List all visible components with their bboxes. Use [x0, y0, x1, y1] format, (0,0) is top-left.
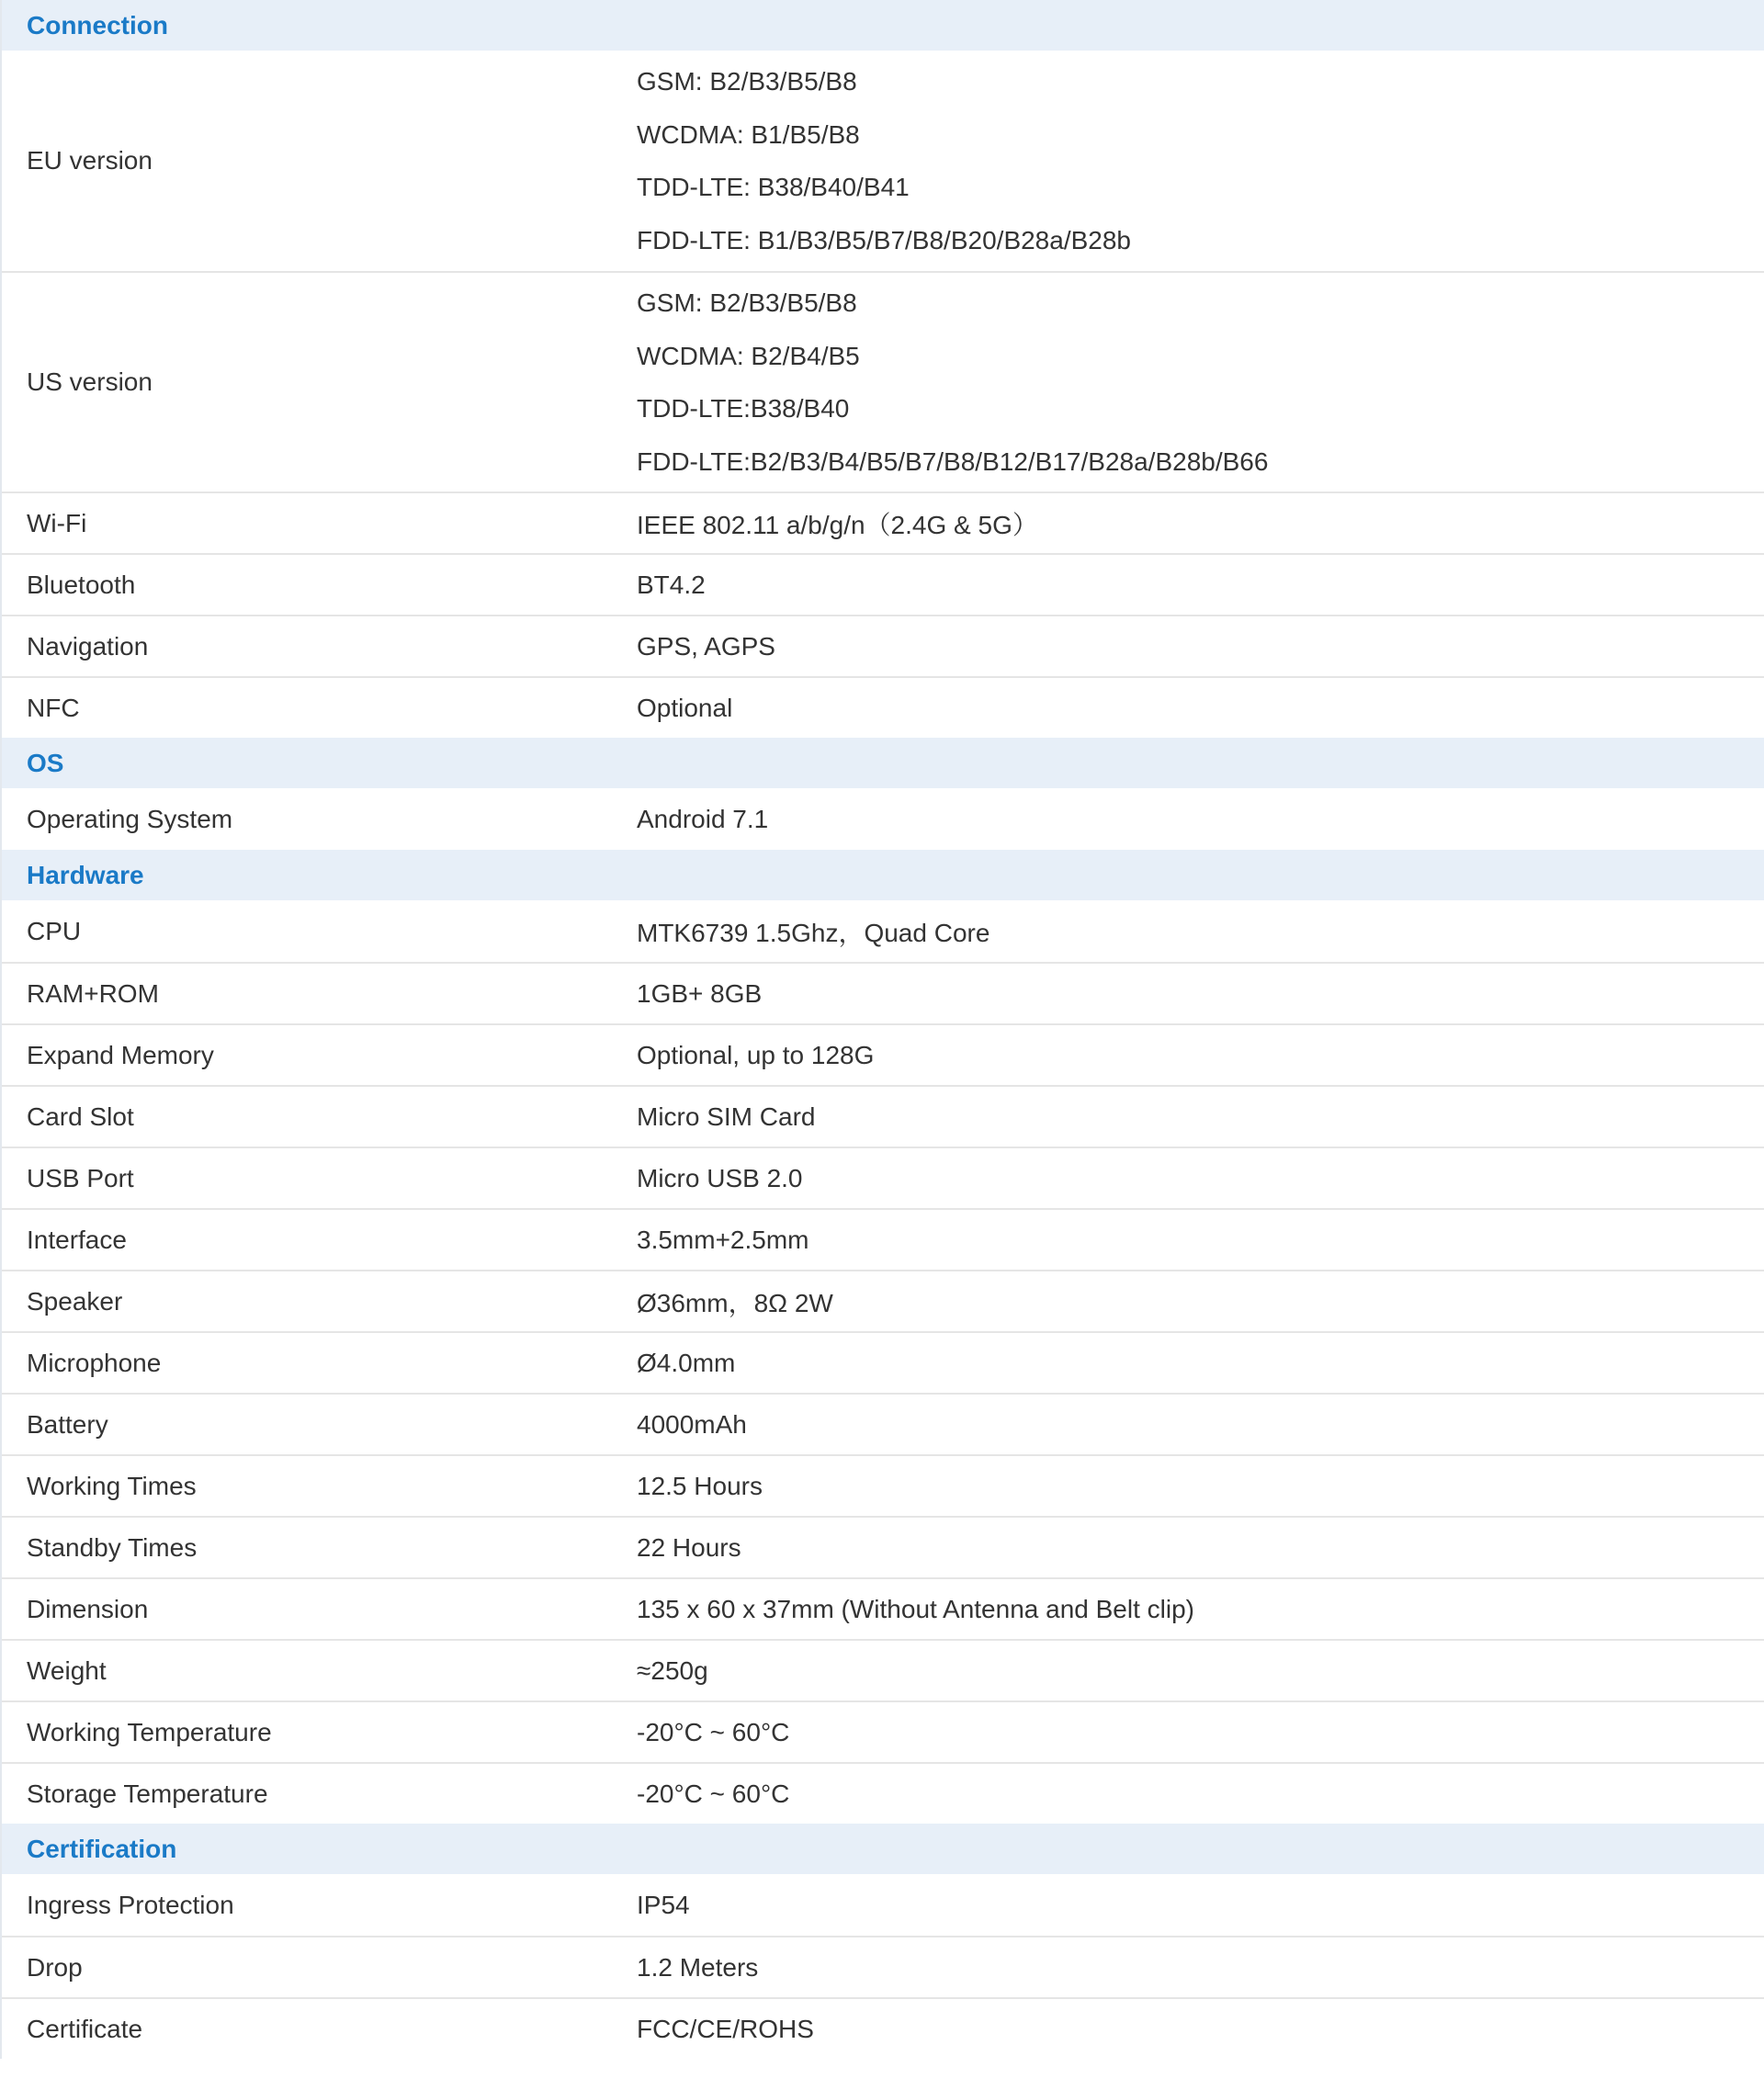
spec-value [637, 51, 1764, 271]
spec-value-line: TDD-LTE: B38/B40/B41 [637, 173, 910, 201]
spec-label: Working Temperature [27, 1717, 272, 1746]
spec-row-interface [2, 1208, 1764, 1270]
spec-value-line: GSM: B2/B3/B5/B8 [637, 67, 857, 96]
spec-row-working-temperature [2, 1700, 1764, 1762]
spec-row-navigation [2, 615, 1764, 676]
spec-label: EU version [27, 146, 153, 175]
spec-value-line: GSM: B2/B3/B5/B8 [637, 288, 857, 317]
spec-value: 22 Hours [637, 1532, 741, 1562]
spec-label: Interface [27, 1225, 127, 1254]
spec-label: Standby Times [27, 1532, 198, 1562]
spec-value: -20°C ~ 60°C [637, 1717, 790, 1746]
spec-row-battery [2, 1393, 1764, 1454]
spec-value-line: TDD-LTE:B38/B40 [637, 394, 850, 423]
spec-label: Wi-Fi [27, 508, 87, 537]
spec-label: Bluetooth [27, 570, 136, 599]
spec-value: 1.2 Meters [637, 1952, 759, 1982]
spec-row-working-times [2, 1454, 1764, 1516]
spec-row-cpu [2, 900, 1764, 962]
spec-label: Storage Temperature [27, 1779, 268, 1808]
spec-value: GPS, AGPS [637, 631, 775, 661]
spec-value: Ø36mm，8Ω 2W [637, 1288, 833, 1317]
section-header-certification [2, 1824, 1764, 1874]
section-title: Connection [27, 10, 168, 40]
spec-row-ingress-protection [2, 1874, 1764, 1936]
spec-label: Certificate [27, 2014, 143, 2043]
spec-label: Ingress Protection [27, 1890, 234, 1919]
spec-row-speaker [2, 1270, 1764, 1331]
spec-value: MTK6739 1.5Ghz，Quad Core [637, 918, 990, 947]
spec-value-line: FDD-LTE:B2/B3/B4/B5/B7/B8/B12/B17/B28a/B28b/B66 [637, 446, 1269, 476]
spec-row-microphone [2, 1331, 1764, 1393]
spec-row-standby-times [2, 1516, 1764, 1577]
spec-label: NFC [27, 693, 80, 722]
spec-label: Speaker [27, 1286, 123, 1316]
spec-row-us-version [2, 271, 1764, 491]
spec-row-certificate [2, 1997, 1764, 2059]
spec-row-storage-temperature [2, 1762, 1764, 1824]
spec-row-weight [2, 1639, 1764, 1700]
spec-value: ≈250g [637, 1655, 708, 1685]
spec-label: Expand Memory [27, 1040, 214, 1069]
spec-value: Android 7.1 [637, 804, 769, 833]
spec-value: Ø4.0mm [637, 1348, 736, 1377]
spec-value: -20°C ~ 60°C [637, 1779, 790, 1808]
spec-label: Operating System [27, 804, 233, 833]
spec-value: Optional, up to 128G [637, 1040, 875, 1069]
spec-row-nfc [2, 676, 1764, 738]
spec-row-dimension [2, 1577, 1764, 1639]
spec-label: Drop [27, 1952, 83, 1982]
spec-label: RAM+ROM [27, 978, 159, 1008]
spec-value: FCC/CE/ROHS [637, 2014, 814, 2043]
spec-label: Dimension [27, 1594, 149, 1623]
section-header-os [2, 738, 1764, 788]
spec-value [637, 273, 1764, 491]
spec-value-line: WCDMA: B2/B4/B5 [637, 341, 860, 370]
spec-value: Micro SIM Card [637, 1101, 816, 1131]
spec-label: Working Times [27, 1471, 197, 1500]
spec-label: Battery [27, 1409, 108, 1439]
spec-row-operating-system [2, 788, 1764, 850]
section-title: OS [27, 748, 64, 777]
section-title: Certification [27, 1834, 177, 1863]
spec-value: 3.5mm+2.5mm [637, 1225, 809, 1254]
spec-value: 1GB+ 8GB [637, 978, 763, 1008]
spec-value-line: FDD-LTE: B1/B3/B5/B7/B8/B20/B28a/B28b [637, 225, 1132, 254]
spec-label: Weight [27, 1655, 107, 1685]
spec-value-line: WCDMA: B1/B5/B8 [637, 119, 860, 149]
spec-value: IEEE 802.11 a/b/g/n（2.4G & 5G） [637, 510, 1038, 539]
spec-value: Optional [637, 693, 733, 722]
section-header-connection [2, 0, 1764, 51]
spec-row-drop [2, 1936, 1764, 1997]
spec-label: Microphone [27, 1348, 162, 1377]
spec-value: Micro USB 2.0 [637, 1163, 803, 1192]
section-title: Hardware [27, 860, 144, 889]
spec-value: 12.5 Hours [637, 1471, 763, 1500]
spec-row-ram-rom [2, 962, 1764, 1023]
spec-value: BT4.2 [637, 570, 706, 599]
spec-row-eu-version [2, 51, 1764, 271]
spec-row-wifi [2, 491, 1764, 553]
spec-row-bluetooth [2, 553, 1764, 615]
spec-row-card-slot [2, 1085, 1764, 1147]
spec-row-usb-port [2, 1147, 1764, 1208]
spec-label: Navigation [27, 631, 149, 661]
spec-row-expand-memory [2, 1023, 1764, 1085]
spec-label: Card Slot [27, 1101, 134, 1131]
spec-label: CPU [27, 916, 82, 945]
spec-value: IP54 [637, 1890, 690, 1919]
spec-value: 4000mAh [637, 1409, 747, 1439]
section-header-hardware [2, 850, 1764, 900]
spec-label: USB Port [27, 1163, 134, 1192]
spec-label: US version [27, 367, 153, 396]
spec-value: 135 x 60 x 37mm (Without Antenna and Belt clip) [637, 1594, 1194, 1623]
